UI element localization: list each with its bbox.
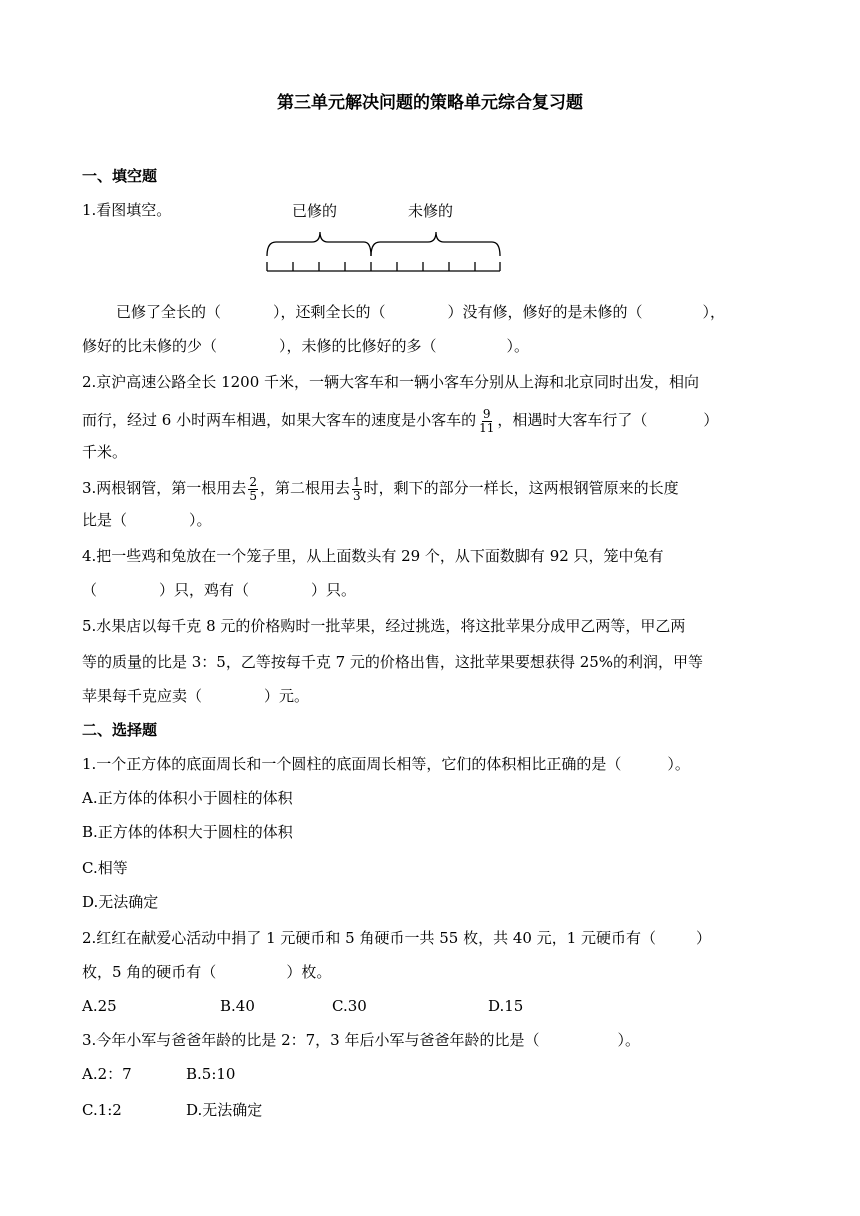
page-title: 第三单元解决问题的策略单元综合复习题 [277, 93, 583, 113]
q2-line-1: 2.京沪高速公路全长 1200 千米，一辆大客车和一辆小客车分别从上海和北京同时出发，相向 [82, 373, 700, 391]
q2-line-2: 而行，经过 6 小时两车相遇，如果大客车的速度是小客车的 $\frac{9}{11}$ ，相遇时大客车行了（ ） [82, 406, 719, 435]
fraction-9-11: $\frac{9}{11}$ [479, 406, 495, 435]
section-heading-choice: 二、选择题 [82, 721, 158, 739]
choice-q3-option-c[interactable]: C.1:2 [82, 1101, 122, 1119]
q2-line-3: 千米。 [82, 443, 128, 461]
q3-line-2: 比是（ ）。 [82, 511, 212, 529]
choice-q2-option-a[interactable]: A.25 [82, 997, 117, 1015]
q3-line-1: 3.两根钢管，第一根用去 $\frac{2}{5}$ ，第二根用去 $\frac{1}{3}$ 时，剩下的部分一样长，这两根钢管原来的长度 [82, 474, 679, 503]
choice-q2-option-b[interactable]: B.40 [220, 997, 255, 1015]
brace-unrepaired [371, 232, 500, 256]
brace-and-ruler-graphic [260, 196, 510, 276]
choice-q3-option-a[interactable]: A.2：7 [82, 1065, 132, 1083]
choice-q2-line-2: 枚，5 角的硬币有（ ）枚。 [82, 963, 332, 981]
q1-line-2: 修好的比未修的少（ ），未修的比修好的多（ ）。 [82, 337, 530, 355]
fraction-1-3: $\frac{1}{3}$ [352, 474, 361, 503]
choice-q1-option-a[interactable]: A.正方体的体积小于圆柱的体积 [82, 789, 293, 807]
label-unrepaired: 未修的 [408, 202, 454, 220]
choice-q1-option-b[interactable]: B.正方体的体积大于圆柱的体积 [82, 823, 293, 841]
q4-line-1: 4.把一些鸡和兔放在一个笼子里，从上面数头有 29 个，从下面数脚有 92 只，笼中兔有 [82, 547, 664, 565]
choice-q3-option-d[interactable]: D.无法确定 [186, 1101, 263, 1119]
choice-q1-option-c[interactable]: C.相等 [82, 859, 128, 877]
q1-prompt: 1.看图填空。 [82, 201, 172, 219]
section-heading-fill: 一、填空题 [82, 167, 158, 185]
fraction-2-5: $\frac{2}{5}$ [249, 474, 257, 503]
choice-q3-option-b[interactable]: B.5:10 [186, 1065, 236, 1083]
choice-q2-option-d[interactable]: D.15 [488, 997, 524, 1015]
q5-line-2: 等的质量的比是 3：5，乙等按每千克 7 元的价格出售，这批苹果要想获得 25%的利润，甲等 [82, 653, 704, 671]
choice-q3-line-1: 3.今年小军与爸爸年龄的比是 2：7，3 年后小军与爸爸年龄的比是（ ）。 [82, 1031, 640, 1049]
q5-line-3: 苹果每千克应卖（ ）元。 [82, 687, 310, 705]
choice-q1-line-1: 1.一个正方体的底面周长和一个圆柱的底面周长相等，它们的体积相比正确的是（ ）。 [82, 755, 690, 773]
label-repaired: 已修的 [292, 202, 338, 220]
q4-line-2: （ ）只，鸡有（ ）只。 [82, 581, 357, 599]
brace-repaired [267, 232, 371, 256]
choice-q2-option-c[interactable]: C.30 [332, 997, 367, 1015]
segment-diagram [260, 196, 510, 276]
choice-q2-line-1: 2.红红在献爱心活动中捐了 1 元硬币和 5 角硬币一共 55 枚，共 40 元，1 元硬币有（ ） [82, 929, 712, 947]
q5-line-1: 5.水果店以每千克 8 元的价格购时一批苹果，经过挑选，将这批苹果分成甲乙两等，甲乙两 [82, 617, 686, 635]
q1-line-1: 已修了全长的（ ），还剩全长的（ ）没有修，修好的是未修的（ ）， [116, 303, 726, 321]
choice-q1-option-d[interactable]: D.无法确定 [82, 893, 159, 911]
